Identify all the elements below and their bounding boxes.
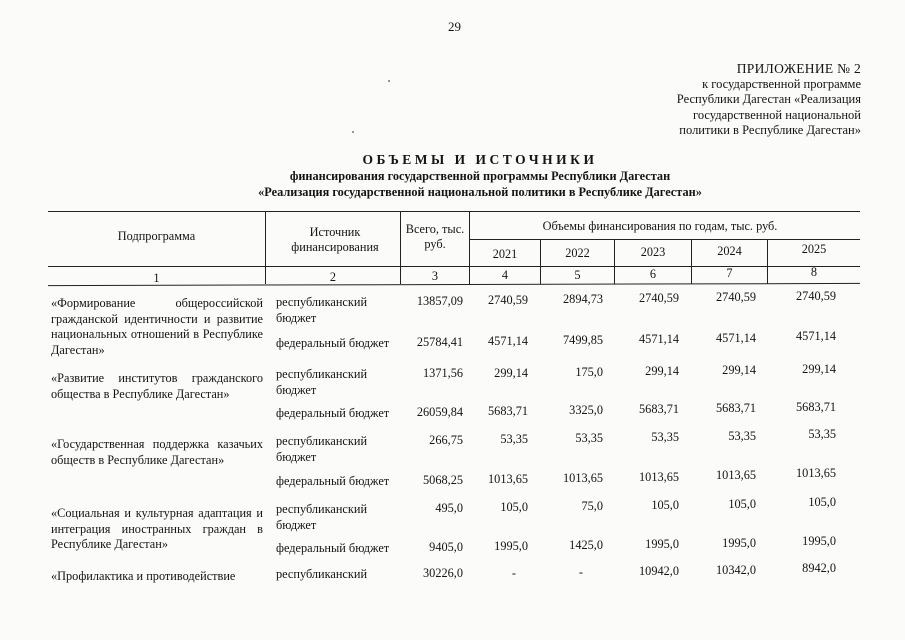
year-value: 75,0 [581,499,603,513]
year-value: 2740,59 [716,290,756,304]
funding-source: республиканский бюджет [276,502,368,532]
year-value: 53,35 [728,429,756,443]
year-value: 1013,65 [716,468,756,482]
year-value: 2894,73 [563,292,603,306]
year-value: 5683,71 [716,401,756,415]
year-value: 5683,71 [796,400,836,414]
funding-source: республиканский бюджет [276,434,368,464]
year-value: 4571,14 [639,332,679,346]
year-value: 10342,0 [716,563,756,577]
year-value: 53,35 [500,432,528,446]
year-value: 1995,0 [802,534,836,548]
year-value: 4571,14 [716,331,756,345]
year-value: 1995,0 [645,537,679,551]
header-by-years: Объемы финансирования по годам, тыс. руб. [542,219,778,233]
year-value: 299,14 [802,362,836,376]
year-value: 5683,71 [488,404,528,418]
column-number: 4 [501,268,509,282]
header-year: 2024 [717,244,742,258]
year-value: 5683,71 [639,402,679,416]
table-top-border [48,211,860,212]
year-value: 2740,59 [488,293,528,307]
total-value: 9405,0 [429,540,463,554]
year-value: 299,14 [494,366,528,380]
year-value: - [511,566,516,580]
appendix-line: политики в Республике Дагестан» [679,123,861,137]
year-value: 53,35 [575,431,603,445]
year-value: 1013,65 [639,470,679,484]
column-number: 1 [153,271,160,285]
subprogram-name: «Развитие институтов гражданского общества в Республике Дагестан» [51,371,263,401]
column-number: 5 [574,268,581,282]
document-title-program: «Реализация государственной национальной политики в Республике Дагестан» [258,185,702,199]
year-value: 105,0 [500,500,528,514]
year-value: 7499,85 [563,333,603,347]
year-value: 299,14 [645,364,679,378]
year-value: 175,0 [575,365,603,379]
total-value: 26059,84 [416,405,463,419]
total-value: 13857,09 [416,294,463,308]
year-value: 3325,0 [569,403,603,417]
year-value: 299,14 [722,363,756,377]
column-number: 3 [431,269,439,283]
year-value: 1995,0 [494,539,528,553]
year-value: 4571,14 [796,329,836,343]
year-value: 2740,59 [639,291,679,305]
funding-source: республиканский бюджет [276,367,368,397]
header-year: 2025 [801,242,827,256]
year-value: 1995,0 [722,536,756,550]
funding-source: республиканский бюджет [276,295,368,325]
total-value: 495,0 [435,501,463,515]
total-value: 5068,25 [423,473,463,487]
subprogram-name: «Профилактика и противодействие [51,569,236,583]
funding-source: республиканский [276,567,368,581]
subprogram-name: «Формирование общероссийской гражданской идентичности и развитие национальных отношений в Республике Дагестан» [51,296,263,357]
year-value: 105,0 [651,498,679,512]
funding-source: федеральный бюджет [276,541,390,555]
subprogram-name: «Социальная и культурная адаптация и интеграция иностранных граждан в Республике Дагестан» [51,506,263,551]
scan-speck [352,131,354,133]
appendix-line: государственной национальной [693,107,861,122]
subprogram-name: «Государственная поддержка казачьих обществ в Республике Дагестан» [51,437,263,467]
year-value: - [578,565,583,579]
column-number: 2 [329,270,337,284]
appendix-line: Республики Дагестан «Реализация [676,92,861,106]
year-value: 105,0 [808,495,836,509]
total-value: 1371,56 [423,366,463,380]
column-number: 8 [810,265,818,279]
total-value: 266,75 [429,433,463,447]
year-value: 1425,0 [569,538,603,552]
year-value: 53,35 [808,427,836,441]
year-header-rule [470,239,860,240]
total-value: 25784,41 [416,335,463,349]
appendix-title: ПРИЛОЖЕНИЕ № 2 [736,61,861,76]
funding-source: федеральный бюджет [276,336,390,350]
page-number: 29 [448,19,461,34]
column-number: 7 [726,266,733,280]
year-value: 4571,14 [488,334,528,348]
funding-source: федеральный бюджет [276,406,390,420]
year-value: 1013,65 [488,472,528,486]
year-value: 8942,0 [802,561,836,575]
year-value: 1013,65 [796,466,836,480]
header-year: 2021 [492,247,518,261]
funding-source: федеральный бюджет [276,474,390,488]
header-source: Источник финансирования [291,225,379,254]
header-year: 2023 [640,245,666,259]
year-value: 105,0 [728,497,756,511]
year-value: 10942,0 [639,564,679,578]
column-number: 6 [649,267,657,281]
year-value: 53,35 [651,430,679,444]
document-title-main: ОБЪЕМЫ И ИСТОЧНИКИ [362,152,598,167]
appendix-block [601,61,861,139]
total-value: 30226,0 [423,566,463,580]
header-total: Всего, тыс. руб. [405,222,465,251]
scan-speck [388,80,390,82]
document-title [150,152,810,200]
year-value: 2740,59 [796,289,836,303]
year-value: 1013,65 [563,471,603,485]
header-subprogram: Подпрограмма [117,229,196,243]
header-year: 2022 [565,246,590,260]
document-title-subtitle: финансирования государственной программы Республики Дагестан [289,169,671,183]
appendix-line: к государственной программе [702,76,861,91]
